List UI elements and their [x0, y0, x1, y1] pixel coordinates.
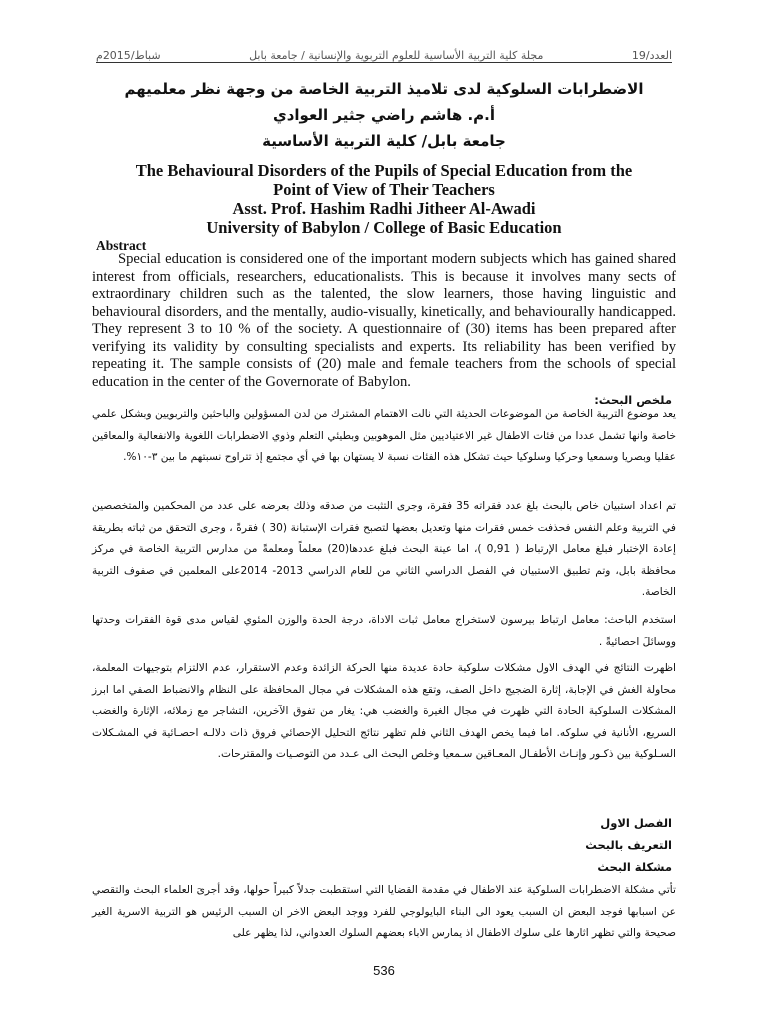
english-author: Asst. Prof. Hashim Radhi Jitheer Al-Awadi — [232, 199, 536, 218]
running-header — [96, 40, 672, 63]
header-journal: مجلة كلية التربية الأساسية للعلوم التربوية والإنسانية / جامعة بابل — [249, 49, 544, 62]
chapter-subtitle: التعريف بالبحث — [585, 838, 672, 852]
english-title-line2: Point of View of Their Teachers — [273, 180, 495, 199]
section-heading: مشكلة البحث — [597, 860, 672, 874]
arabic-affiliation: جامعة بابل/ كلية التربية الأساسية — [262, 132, 506, 150]
page-number: 536 — [373, 963, 395, 978]
header-date: شباط/2015م — [96, 49, 161, 62]
arabic-summary-paragraph-4: اظهرت النتائج في الهدف الاول مشكلات سلوكية حادة عديدة منها الحركة الزائدة وعدم الاستقرار، عدم الالتزام بتوجيهات المعلمة، محاولة الغش في الإجابة، إثارة الضجيج داخل الصف، وتقع هذه المشكلات في مجال المحافظة على النظام والانضباط الصفي اما ابرز المشكلات السلوكية الحادة التي ظهرت في مجال الغيرة والغضب هي: يغار من تفوق الآخرين، التشاجر مع زملائه، الإثارة والغضب السريع، الأنانية في سلوكه. اما فيما يخص الهدف الثاني فلم تظهر نتائج التحليل الإحصائي فروق ذات دلالـه احصـائية في المشـكلات السـلوكية بين ذكـور وإنـاث الأطفـال المعـاقين سـمعيا وخلص البحث الى عـدد من التوصـيات والمقترحات. — [92, 662, 676, 760]
arabic-title: الاضطرابات السلوكية لدى تلاميذ التربية الخاصة من وجهة نظر معلميهم — [124, 80, 644, 98]
header-issue: العدد/19 — [631, 49, 672, 62]
chapter-title: الفصل الاول — [600, 816, 672, 830]
section-paragraph: تأتي مشكلة الاضطرابات السلوكية عند الاطفال في مقدمة القضايا التي استقطبت جدلاً كبيراً حولها، وقد أجرىَ العلماء البحث والتقصي عن اسبابها فوجد البعض ان السبب يعود الى البناء البايولوجي للفرد ووجد البعض الاخر ان السبب الرئيس هو التربية الاسرية الغير صحيحة والتي تظهر اثارها على سلوك الاطفال اذ يمارس الاباء بعضهم السلوك العدواني، لذا يظهر على — [92, 884, 676, 939]
arabic-summary-paragraph-1: يعد موضوع التربية الخاصة من الموضوعات الحديثة التي نالت الاهتمام المشترك من لدن المسؤولين والباحثين والتربويين وبشكل علمي خاصة وانها تشمل عددا من فئات الاطفال غير الاعتياديين مثل الموهوبين وبطيئي التعلم وذوي الاضطرابات اللغوية والانفعالية والمعاقين عقليا وبصريا وسمعيا وحركيا وسلوكيا حيث تشكل هذه الفئات نسبة لا يستهان بها في أي مجتمع إذ تتراوح نسبتهم ما بين ٣-١٠%. — [92, 408, 676, 463]
arabic-author: أ.م. هاشم راضي جثير العوادي — [272, 106, 496, 124]
arabic-summary-heading: ملخص البحث: — [594, 393, 672, 407]
arabic-summary-paragraph-3: استخدم الباحث: معامل ارتباط بيرسون لاستخراج معامل ثبات الاداة، درجة الحدة والوزن المئوي لقياس مدى قوة الفقرات وحدتها ووسائلَ احصائيةً . — [92, 614, 676, 648]
english-affiliation: University of Babylon / College of Basic Education — [206, 218, 562, 237]
english-title-line1: The Behavioural Disorders of the Pupils of Special Education from the — [135, 161, 633, 180]
abstract-heading: Abstract — [96, 238, 147, 253]
abstract-text: Special education is considered one of the important modern subjects which has gained shared interest from officials, researchers, educationalists. This is because it involves many sects of extraordinary children such as the talented, the slow learners, those having linguistic and behavioural disorders, and the mentally, audio-visually, kinetically, and behaviourally handicapped. They represent 3 to 10 % of the society. A questionnaire of (30) items has been prepared after verifying its validity by consulting specialists and experts. Its reliability has been verified by repeating it. The sample consists of (20) male and female teachers from the schools of special education in the center of the Governorate of Babylon. — [92, 251, 676, 390]
arabic-summary-paragraph-2: تم اعداد استبيان خاص بالبحث بلغ عدد فقراته 35 فقرة، وجرى التثبت من صدقه وذلك بعرضه على عدد من المحكمين والمتخصصين في التربية وعلم النفس فحذفت خمس فقرات منها وتعديل بعضها لتصبح فقرات الإستبانة (30 ) فقرةً ، وجرى التحقق من ثباته بطريقة إعادة الإختبار فبلغ معامل الإرتباط ( 0,91 )، اما عينة البحث فبلغ عددها(20) معلماً ومعلمةً من مدارس التربية الخاصة في مركز محافظة بابل، وتم تطبيق الاستبيان في الفصل الدراسي الثاني من للعام الدراسي 2013- 2014على المعلمين في صفوف التربية الخاصة. — [92, 500, 676, 598]
